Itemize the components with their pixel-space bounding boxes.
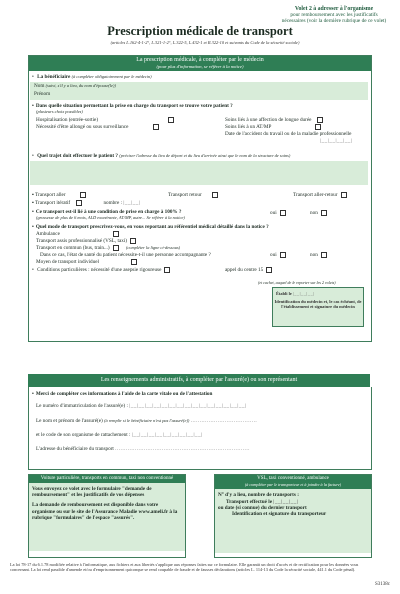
necessite-checkbox[interactable] [153,124,159,130]
numero-line [36,403,247,409]
panel-right-head-box [215,475,371,489]
code-line [36,432,203,438]
situation-question: • Dans quelle situation permettant la prise en charge du transport se trouve votre patient ? [32,103,233,109]
volet-sub: pour remboursement avec les justificatifs nécessaires (voir la dernière rubrique de ce volet) [281,12,387,25]
identification-label: Identification du médecin et, le cas échéant, de l'établissement et signature du médecin [274,299,362,309]
date-accident-field[interactable]: |__|__|__|__| [320,138,353,144]
adresse-label: L'adresse du bénéficiaire du transport [36,446,114,452]
code-field[interactable]: |__|__|__|__|__|__|__|__|__| [131,432,203,438]
lie-non-checkbox[interactable] [321,210,327,216]
assis-pro-label: Transport assis professionnalisé (VSL, taxi) [36,238,128,245]
hospitalisation-label: Hospitalisation (entrée-sortie) [36,117,99,124]
ambulance-label: Ambulance [36,231,60,238]
nombre-label: nombre : [103,200,123,207]
commun-note: (compléter la ligne ci-dessous) [125,245,181,251]
aller-option[interactable]: ▪ Transport aller [32,192,86,198]
etat-oui-label: oui [270,252,277,259]
numero-label: Le numéro d'immatriculation de l'assuré(e) : [36,403,128,409]
retour-label: Transport retour [168,192,202,199]
lie-oui-option[interactable] [270,210,286,216]
ambulance-checkbox[interactable] [113,231,119,237]
etat-sante-line [40,252,211,258]
panel-right-line2: Transport effectué le [226,498,272,505]
panel-left-head: Voiture particulière, transports en commun, taxi non conventionné [29,475,185,483]
code-label: et le code de son organisme de rattachement : [36,432,131,438]
situation-note: (plusieurs choix possibles) [36,109,83,114]
nom-label: Nom [34,83,45,89]
volet-notice [278,6,390,25]
etat-oui-option[interactable] [270,252,286,258]
appel-checkbox[interactable] [266,267,272,273]
necessite-label: Nécessité d'être allongé ou sous surveillance [36,124,129,131]
panel-right-head-sub: (à compléter par le transporteur et à joindre à la facture) [244,481,342,487]
panel-right-body[interactable] [215,489,371,553]
beneficiaire-line [32,74,152,80]
adresse-line [36,446,250,452]
affection-label: Soins liés à une affection de longue durée [225,117,312,124]
form-reference: S3138c [375,582,390,587]
numero-field[interactable]: |__|__|__|__|__|__|__|__|__|__|__|__|__|__|__| [129,403,247,409]
ambulance-option[interactable] [36,231,119,237]
nombre-field[interactable]: |__|__| [123,200,141,207]
individuel-checkbox[interactable] [131,259,137,265]
admin-section [28,387,372,470]
date-accident-label: Date de l'accident du travail ou de la maladie professionnelle [225,131,352,137]
form-articles: (articles L.162-4-1-2°, L.321-1-2°, L.322-5, L.432-1 et R.322-10 et suivants du Code de la sécurité sociale) [110,40,300,45]
individuel-option[interactable] [36,259,137,265]
signature-box[interactable] [272,287,364,327]
etabli-date-field[interactable]: |__|__|__| [292,291,315,296]
assis-pro-checkbox[interactable] [130,238,136,244]
retour-option[interactable] [168,192,218,198]
commun-option[interactable] [36,245,180,251]
panel-left-p2: La demande de remboursement est disponible dans votre organisme ou sur le site de l'Assurance Maladie www.ameli.fr à la rubrique "formulaires" de l'espace "assurés". [32,502,178,522]
etat-non-checkbox[interactable] [321,252,327,258]
aller-retour-option[interactable] [293,192,347,198]
commun-checkbox[interactable] [113,245,119,251]
trajet-fill[interactable] [30,161,368,185]
aller-retour-label: Transport aller-retour [293,192,338,199]
lie-non-label: non [310,210,318,217]
at-label: Soins liés à un AT/MP [225,124,272,131]
aller-checkbox[interactable] [80,192,86,198]
affection-checkbox[interactable] [317,117,323,123]
necessite-option[interactable] [36,124,159,130]
iteratif-option[interactable]: ▪ Transport itératif nombre : |__|__| [32,200,141,207]
section1-band [29,56,371,71]
etat-non-label: non [310,252,318,259]
trajet-line [32,153,290,159]
at-option[interactable] [225,124,321,130]
prenom-label: Prénom [34,91,51,97]
section1-title: La prescription médicale, à compléter par le médecin [136,57,264,63]
nom-prenom-label: Le nom et prénom de l'assuré(e) [36,418,103,424]
aller-label: Transport aller [35,192,66,199]
beneficiaire-note: (à compléter obligatoirement par le médecin) [71,74,152,79]
conditions-label: Conditions particulières : nécessité d'une asepsie rigoureuse [37,267,162,274]
trajet-note: (préciser l'adresse du lieu de départ et du lieu d'arrivée ainsi que le nom de la structure de soins) [119,153,291,158]
appel-option[interactable] [225,267,272,273]
legal-footer: La loi 78-17 du 6.1.78 modifiée relative à l'informatique, aux fichiers et aux libertés s'applique aux réponses faites sur ce formulaire. Elle garantit un droit d'accès et de rectification pour les données vous concernant. La loi rend passible d'amende et/ou d'emprisonnement quiconque se rend coupable de fraude et de fausses déclarations (articles L. 114-13 du Code la sécurité sociale, 441.1 du Code pénal). [10,562,359,572]
panel-left [28,474,186,558]
retour-checkbox[interactable] [212,192,218,198]
nom-line [34,83,116,89]
etabli-label: Établi le [276,291,292,296]
panel-right-line1: N° d'y a lieu, nombre de transports : [218,492,299,499]
conditions-option[interactable] [32,267,170,273]
volet-title: Volet 2 à adresser à l'organisme [294,6,374,12]
commun-label: Transport en commun (bus, train...) [36,245,110,252]
form-title: Prescription médicale de transport [107,24,293,38]
etat-sante-label: Dans ce cas, l'état de santé du patient nécessite-t-il une personne accompagnante ? [40,252,211,258]
panel-left-body [29,483,185,551]
assis-pro-option[interactable] [36,238,136,244]
trajet-question: Quel trajet doit effectuer le patient ? [37,153,118,159]
merci-line: • Merci de compléter ces informations à l'aide de la carte vitale ou de l'attestation [32,391,212,397]
lie-question: • Ce transport est-il lié à une condition de prise en charge à 100% ? [32,209,182,215]
lie-oui-checkbox[interactable] [280,210,286,216]
iteratif-label: Transport itératif [35,200,71,207]
section2-band: Les renseignements administratifs, à compléter par l'assuré(e) ou son représentant [28,374,370,387]
adresse-field[interactable]: ........................................................................... [115,446,250,452]
aller-retour-checkbox[interactable] [341,192,347,198]
panel-right [214,474,372,558]
nom-prenom-note: (à remplir si le bénéficiaire n'est pas l'assuré(e)) [104,418,190,423]
lie-oui-label: oui [270,210,277,217]
nom-note: (suivi, s'il y a lieu, du nom d'épouse(le)) [45,83,116,88]
lie-non-option[interactable] [310,210,327,216]
nom-prenom-line [36,418,257,424]
section1-subtitle: (pour plus d'information, se référer à la notice) [156,63,244,69]
beneficiaire-label: La bénéficiaire [37,74,71,80]
hospitalisation-checkbox[interactable] [168,117,174,123]
affection-option[interactable] [225,117,323,123]
individuel-label: Moyen de transport individuel [36,259,99,266]
panel-right-line4: Identification et signature du transporteur [232,511,327,518]
iteratif-checkbox[interactable] [76,200,82,206]
date-accident-line [225,131,365,137]
at-checkbox[interactable] [315,124,321,130]
panel-left-p1: Vous envoyez ce volet avec le formulaire "demande de remboursement" et les justificatifs de vos dépenses [32,485,152,498]
cachet-note: (et cachet, auquel de le reporter sur les 2 volets) [258,280,336,285]
hospitalisation-option[interactable] [36,117,174,123]
etat-non-option[interactable] [310,252,327,258]
appel-label: appel du centre 15 [225,267,264,274]
panel-right-line3: ou date (si connue) du dernier transport [218,505,307,511]
etat-oui-checkbox[interactable] [280,252,286,258]
mode-question: • Quel mode de transport prescrivez-vous, en vous reportant au référentiel médical détaillé dans la notice ? [32,224,269,230]
panel-right-head: VSL, taxi conventionné, ambulance [257,476,329,481]
conditions-checkbox[interactable] [164,267,170,273]
transport-date-field[interactable]: |__|__|__| [273,498,299,505]
lie-note: (grossesse de plus de 6 mois, ALD exonérante, AT/MP, autre... Se référer à la notice) [36,215,185,220]
nom-prenom-field[interactable]: ..................................... [190,418,258,424]
